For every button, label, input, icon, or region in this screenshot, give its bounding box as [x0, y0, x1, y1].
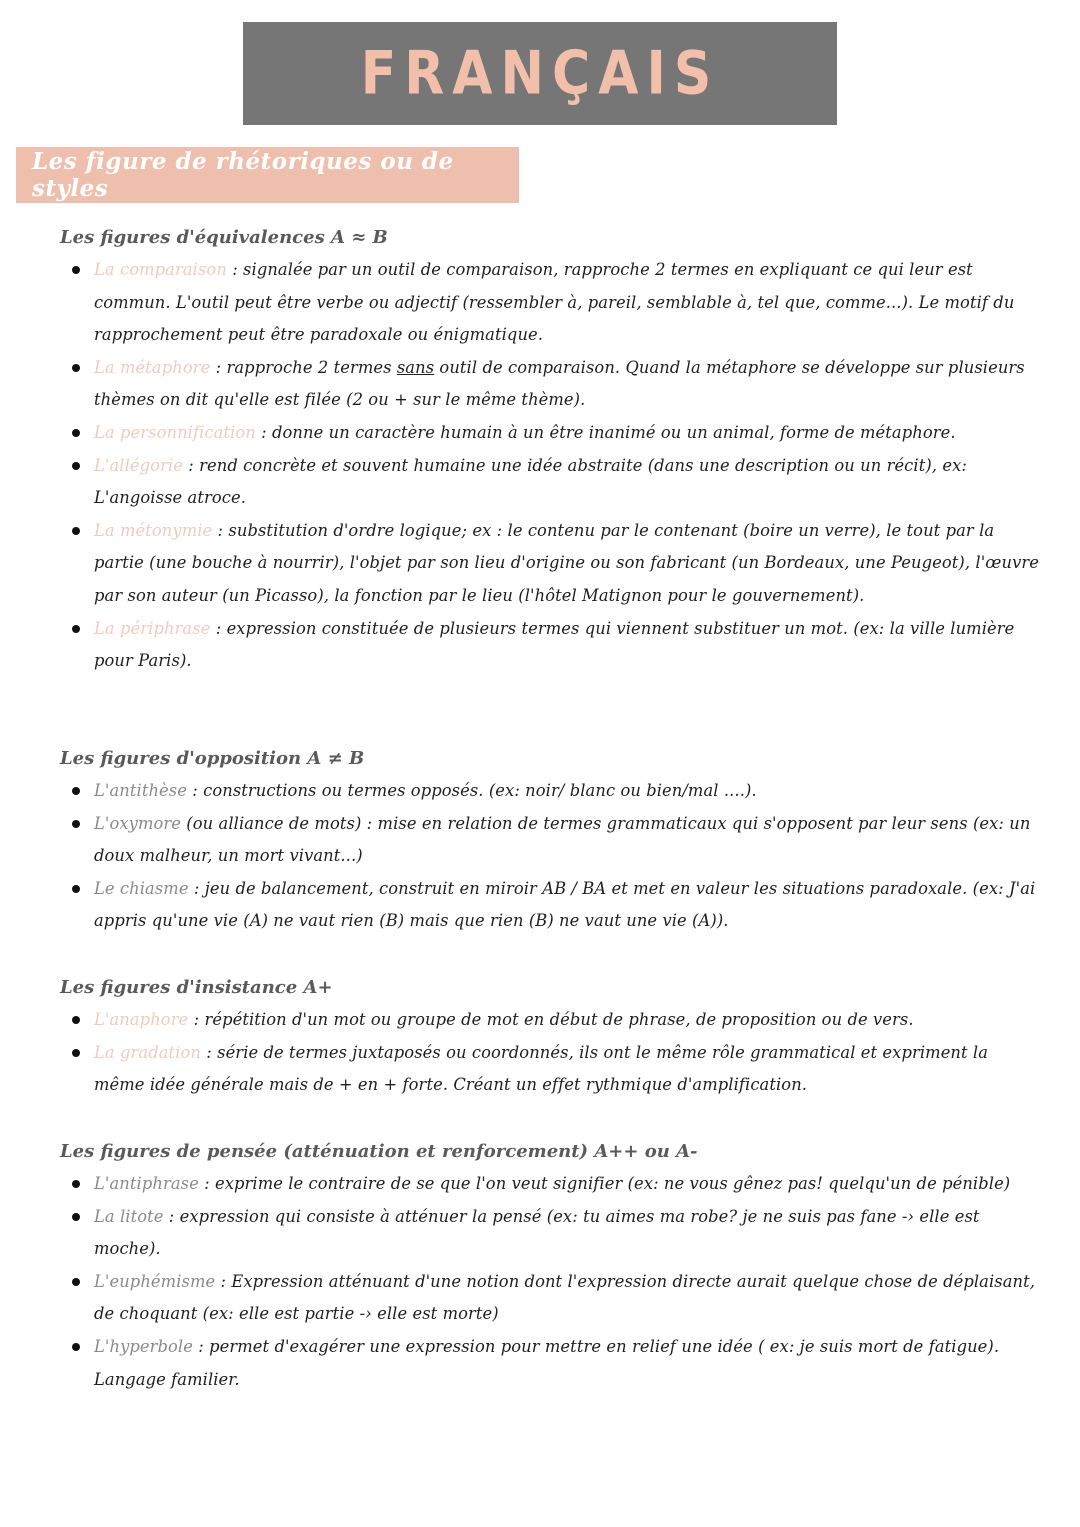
- list-item: [60, 1201, 1040, 1266]
- term-label: La gradation: [94, 1042, 201, 1062]
- list-item: [60, 417, 1040, 450]
- section-heading: Les figures d'opposition A ≠ B: [60, 748, 365, 769]
- term-label: L'allégorie: [94, 455, 183, 475]
- section-heading: Les figures de pensée (atténuation et renforcement) A++ ou A-: [60, 1141, 698, 1162]
- term-definition: : expression qui consiste à atténuer la pensé (ex: tu aimes ma robe? je ne suis pas fane -› elle est moche).: [94, 1206, 980, 1259]
- term-definition: : rapproche 2 termes: [210, 357, 397, 377]
- list-item: [60, 450, 1040, 515]
- figure-list: [60, 1004, 1040, 1102]
- term-label: L'anaphore: [94, 1010, 189, 1029]
- section-heading: Les figures d'insistance A+: [60, 977, 333, 998]
- figure-list: [60, 1168, 1040, 1396]
- list-item: [60, 1004, 1040, 1037]
- figure-list: [60, 254, 1040, 678]
- list-item: [60, 808, 1040, 873]
- underlined-word: sans: [396, 357, 435, 377]
- section-opposition: [60, 743, 1040, 938]
- term-label: La métonymie: [94, 520, 213, 540]
- term-definition: : série de termes juxtaposés ou coordonnés, ils ont le même rôle grammatical et expriment la même idée générale mais de + en + forte. Créant un effet rythmique d'amplification.: [94, 1042, 989, 1095]
- term-definition: : rend concrète et souvent humaine une idée abstraite (dans une description ou un récit), ex: L'angoisse atroce.: [94, 455, 967, 508]
- term-label: L'antiphrase: [94, 1174, 199, 1193]
- term-label: La métaphore: [94, 357, 211, 377]
- list-item: [60, 775, 1040, 808]
- figure-list: [60, 775, 1040, 938]
- list-item: [60, 1168, 1040, 1201]
- term-definition: : signalée par un outil de comparaison, rapproche 2 termes en expliquant ce qui leur est commun. L'outil peut être verbe ou adjectif (ressembler à, pareil, semblable à, tel que, comme...). Le motif du rapprochement peut être paradoxale ou énigmatique.: [94, 260, 1015, 345]
- subtitle-banner: [16, 147, 519, 203]
- page-title: FRANÇAIS: [360, 39, 720, 108]
- section-pensee: [60, 1136, 1040, 1396]
- term-definition: : Expression atténuant d'une notion dont l'expression directe aurait quelque chose de déplaisant, de choquant (ex: elle est partie -› elle est morte): [94, 1271, 1036, 1324]
- term-definition: outil de comparaison. Quand la métaphore se développe sur plusieurs thèmes on dit qu'elle est filée (2 ou + sur le même thème).: [94, 357, 1025, 410]
- term-definition: : constructions ou termes opposés. (ex: noir/ blanc ou bien/mal ....).: [186, 781, 757, 800]
- list-item: [60, 515, 1040, 613]
- list-item: [60, 1037, 1040, 1102]
- list-item: [60, 352, 1040, 417]
- list-item: [60, 1266, 1040, 1331]
- section-equivalences: [60, 222, 1040, 678]
- term-definition: : donne un caractère humain à un être inanimé ou un animal, forme de métaphore.: [255, 422, 956, 442]
- term-definition: (ou alliance de mots) : mise en relation de termes grammaticaux qui s'opposent par leur sens (ex: un doux malheur, un mort vivant...): [94, 813, 1031, 866]
- section-heading: Les figures d'équivalences A ≈ B: [60, 227, 388, 248]
- term-label: L'oxymore: [94, 813, 182, 833]
- term-label: Le chiasme: [94, 878, 189, 898]
- section-insistance: [60, 972, 1040, 1102]
- term-definition: : expression constituée de plusieurs termes qui viennent substituer un mot. (ex: la ville lumière pour Paris).: [94, 618, 1015, 671]
- term-label: L'antithèse: [94, 781, 187, 800]
- term-label: La litote: [94, 1206, 164, 1226]
- title-banner: [243, 22, 837, 125]
- term-label: La personnification: [94, 422, 256, 442]
- term-label: La périphrase: [94, 618, 211, 638]
- term-label: L'hyperbole: [94, 1336, 193, 1356]
- term-definition: : exprime le contraire de se que l'on veut signifier (ex: ne vous gênez pas! quelqu'un de pénible): [198, 1174, 1011, 1193]
- list-item: [60, 613, 1040, 678]
- list-item: [60, 254, 1040, 352]
- list-item: [60, 1331, 1040, 1396]
- term-label: L'euphémisme: [94, 1271, 216, 1291]
- term-definition: : jeu de balancement, construit en miroir AB / BA et met en valeur les situations paradoxale. (ex: J'ai appris qu'une vie (A) ne vaut rien (B) mais que rien (B) ne vaut une vie (A)).: [94, 878, 1036, 931]
- term-definition: : substitution d'ordre logique; ex : le contenu par le contenant (boire un verre), le tout par la partie (une bouche à nourrir), l'objet par son lieu d'origine ou son fabricant (un Bordeaux, une Peugeot), l'œuvre par son auteur (un Picasso), la fonction par le lieu (l'hôtel Matignon pour le gouvernement).: [94, 520, 1039, 605]
- term-definition: : répétition d'un mot ou groupe de mot en début de phrase, de proposition ou de vers.: [188, 1010, 914, 1029]
- term-label: La comparaison: [94, 260, 227, 279]
- term-definition: : permet d'exagérer une expression pour mettre en relief une idée ( ex: je suis mort de fatigue). Langage familier.: [94, 1336, 1000, 1389]
- list-item: [60, 873, 1040, 938]
- page-subtitle: Les figure de rhétoriques ou de styles: [32, 148, 454, 202]
